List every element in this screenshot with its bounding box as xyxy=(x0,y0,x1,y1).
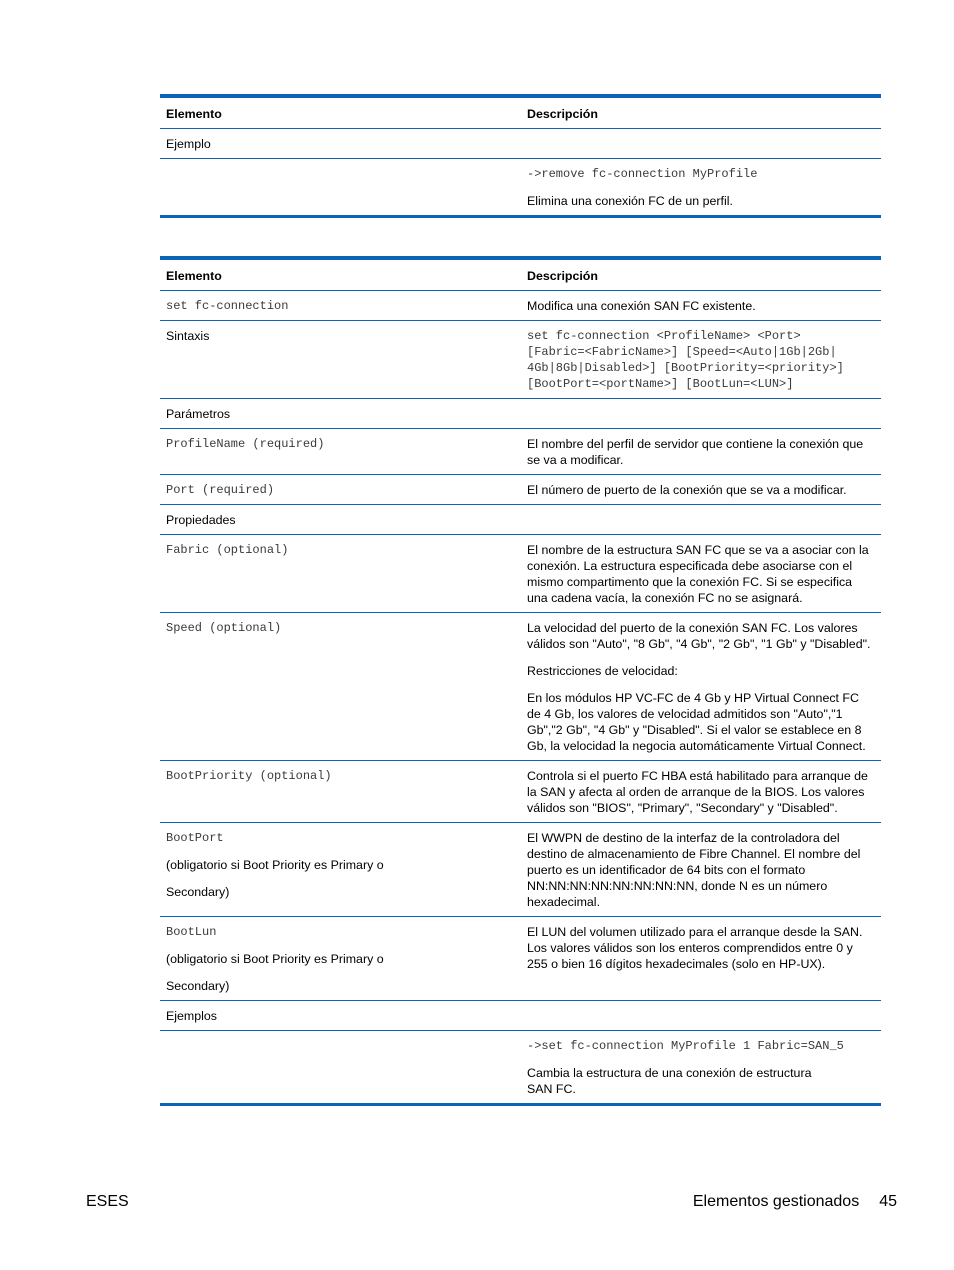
syntax-line: set fc-connection <ProfileName> <Port> xyxy=(527,329,801,343)
examples-label: Ejemplos xyxy=(160,1001,521,1031)
syntax-line: [BootPort=<portName>] [BootLun=<LUN>] xyxy=(527,377,794,391)
empty-cell xyxy=(521,129,881,159)
example-description: Elimina una conexión FC de un perfil. xyxy=(527,194,733,208)
table-row xyxy=(160,535,881,613)
table-row xyxy=(160,321,881,399)
empty-cell xyxy=(160,159,521,217)
table-header-row xyxy=(160,96,881,129)
table-row xyxy=(160,823,881,917)
example-command: ->set fc-connection MyProfile 1 Fabric=SAN_5 xyxy=(527,1039,844,1053)
section-label-example: Ejemplo xyxy=(166,137,211,151)
prop-description-bootpriority: Controla si el puerto FC HBA está habilitado para arranque de la SAN y afecta al orden de arranque de la BIOS. Los valores válidos son "BIOS", "Primary", "Secondary" y "Disabled". xyxy=(521,761,881,823)
bootport-note: Secondary) xyxy=(166,885,230,899)
header-element: Elemento xyxy=(160,96,521,129)
empty-cell xyxy=(521,1001,881,1031)
speed-restrictions-detail: En los módulos HP VC-FC de 4 Gb y HP Virtual Connect FC de 4 Gb, los valores de velocidad admitidos son "Auto","1 Gb","2 Gb", "4 Gb" y "Disabled". Si el valor se establece en 8 Gb, la velocidad la negocia automáticamente Virtual Connect. xyxy=(527,691,866,753)
parameters-label: Parámetros xyxy=(160,399,521,429)
prop-name-speed: Speed (optional) xyxy=(160,613,521,761)
prop-cell-bootport xyxy=(160,823,521,917)
prop-description-bootlun: El LUN del volumen utilizado para el arranque desde la SAN. Los valores válidos son los enteros comprendidos entre 0 y 255 o bien 16 dígitos hexadecimales (solo en HP-UX). xyxy=(521,917,881,1001)
set-fc-connection-table xyxy=(160,256,881,1106)
prop-name-bootport: BootPort xyxy=(166,831,224,845)
bootport-note: (obligatorio si Boot Priority es Primary o xyxy=(166,858,384,872)
prop-description-speed xyxy=(521,613,881,761)
table-row xyxy=(160,129,881,159)
example-cell xyxy=(521,159,881,217)
table-row xyxy=(160,475,881,505)
speed-restrictions-title: Restricciones de velocidad: xyxy=(527,664,678,678)
prop-name-fabric: Fabric (optional) xyxy=(160,535,521,613)
table-row xyxy=(160,1031,881,1105)
speed-values: La velocidad del puerto de la conexión SAN FC. Los valores válidos son "Auto", "8 Gb", "4 Gb", "2 Gb", "1 Gb" y "Disabled". xyxy=(527,621,871,651)
table-row xyxy=(160,399,881,429)
table-header-row xyxy=(160,258,881,291)
header-description: Descripción xyxy=(521,258,881,291)
table-row xyxy=(160,159,881,217)
table-row xyxy=(160,291,881,321)
syntax-line: 4Gb|8Gb|Disabled>] [BootPriority=<priority>] xyxy=(527,361,844,375)
table-row xyxy=(160,505,881,535)
param-description-port: El número de puerto de la conexión que se va a modificar. xyxy=(521,475,881,505)
command-name: set fc-connection xyxy=(166,299,289,313)
param-name-profilename: ProfileName (required) xyxy=(160,429,521,475)
syntax-block xyxy=(521,321,881,399)
header-element: Elemento xyxy=(160,258,521,291)
example-table-remove xyxy=(160,94,881,218)
header-description: Descripción xyxy=(521,96,881,129)
example-command: ->remove fc-connection MyProfile xyxy=(527,167,758,181)
table-row xyxy=(160,761,881,823)
example-cell xyxy=(521,1031,881,1105)
page-number: 45 xyxy=(879,1193,897,1210)
footer-right xyxy=(693,1192,897,1212)
table-row xyxy=(160,429,881,475)
example-description-line: Cambia la estructura de una conexión de estructura xyxy=(527,1066,812,1080)
properties-label: Propiedades xyxy=(160,505,521,535)
table-row xyxy=(160,1001,881,1031)
prop-name-bootlun: BootLun xyxy=(166,925,217,939)
param-name-port: Port (required) xyxy=(160,475,521,505)
prop-description-fabric: El nombre de la estructura SAN FC que se va a asociar con la conexión. La estructura especificada debe asociarse con el mismo compartimento que la conexión FC. Si se especifica una cadena vacía, la conexión FC no se asignará. xyxy=(521,535,881,613)
empty-cell xyxy=(160,1031,521,1105)
bootlun-note: Secondary) xyxy=(166,979,230,993)
example-description-line: SAN FC. xyxy=(527,1082,576,1096)
syntax-line: [Fabric=<FabricName>] [Speed=<Auto|1Gb|2Gb| xyxy=(527,345,837,359)
syntax-label: Sintaxis xyxy=(160,321,521,399)
table-row xyxy=(160,613,881,761)
prop-cell-bootlun xyxy=(160,917,521,1001)
bootlun-note: (obligatorio si Boot Priority es Primary o xyxy=(166,952,384,966)
prop-name-bootpriority: BootPriority (optional) xyxy=(160,761,521,823)
footer-section-title: Elementos gestionados xyxy=(692,1193,860,1210)
command-description: Modifica una conexión SAN FC existente. xyxy=(527,299,756,313)
example-description xyxy=(527,1065,875,1097)
table-row xyxy=(160,917,881,1001)
empty-cell xyxy=(521,505,881,535)
prop-description-bootport: El WWPN de destino de la interfaz de la controladora del destino de almacenamiento de Fibre Channel. El nombre del puerto es un identificador de 64 bits con el formato NN:NN:NN:NN:NN:NN:NN:NN, donde N es un número hexadecimal. xyxy=(521,823,881,917)
footer-locale: ESES xyxy=(86,1193,129,1210)
empty-cell xyxy=(521,399,881,429)
param-description-profilename: El nombre del perfil de servidor que contiene la conexión que se va a modificar. xyxy=(521,429,881,475)
